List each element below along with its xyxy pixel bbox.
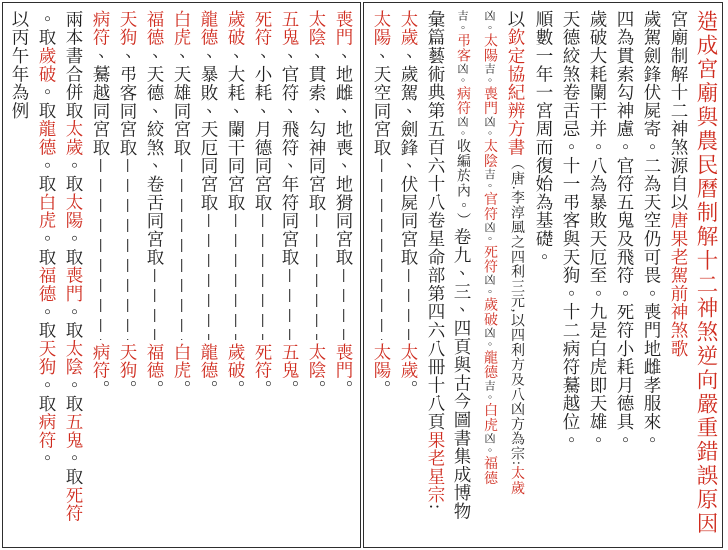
rule-taiyang (368, 10, 395, 398)
term-red: 造成宮廟與農民曆制解十二神煞逆向嚴重錯誤原因 (694, 10, 718, 536)
term-red: 歲破 (226, 343, 246, 380)
term-red: 福德 (37, 266, 57, 303)
term-red: 太歲 (399, 10, 419, 47)
term-red: 病符 (37, 412, 57, 450)
text-black: 。 (37, 449, 57, 468)
text-black: 。 (145, 379, 165, 398)
verse-line-5 (530, 10, 557, 543)
term-red: 福德 (145, 10, 165, 47)
term-red: 五鬼 (280, 343, 300, 380)
verse-line-4 (557, 10, 584, 543)
rule-sifu (249, 10, 276, 398)
text-black: 。 (91, 379, 111, 398)
text-black: 。 (399, 379, 419, 398)
dash-leader (114, 156, 141, 343)
term-red: 欽定協紀辨方書 (506, 28, 526, 157)
text-black: 卷九、三、四頁與古今圖書集成博物 (452, 227, 472, 521)
term-red: 太陽 (482, 33, 497, 63)
combined-take-line-2 (33, 10, 60, 543)
page-right (363, 2, 723, 548)
term-red: 龍德 (482, 350, 497, 380)
verse-line-2 (611, 10, 638, 543)
term-red: 歲破 (226, 10, 246, 47)
term-red: 白虎 (172, 343, 192, 380)
term-red: 天狗 (118, 10, 138, 47)
text-black: 以丙午年為例 (10, 10, 30, 120)
dash-leader (168, 156, 195, 343)
term-red: 太陰 (482, 138, 497, 169)
dash-leader (368, 156, 395, 343)
text-black: 。取 (37, 229, 57, 267)
term-red: 五鬼 (280, 10, 300, 47)
term-red: 龍德 (37, 119, 57, 157)
text-black: 。 (334, 379, 354, 398)
term-red: 死符 (482, 244, 497, 275)
term-red: 死符 (253, 10, 273, 47)
rule-tiangou (114, 10, 141, 398)
term-red: 果老星宗 (426, 430, 446, 505)
text-black: 。 (253, 379, 273, 398)
text-black: 凶。 (456, 62, 468, 87)
term-red: 白虎 (172, 10, 192, 47)
term-red: 太歲 (399, 343, 419, 380)
text-black: 吉。 (483, 379, 495, 403)
reference-line-3 (449, 10, 476, 543)
rule-longde (195, 10, 222, 398)
term-red: 太歲 (509, 465, 524, 496)
rule-wugui (276, 10, 303, 398)
rule-bingfu (87, 10, 114, 398)
rule-baihu (168, 10, 195, 398)
text-black: 凶。 (483, 326, 495, 351)
text-black: 四為貫索勾神慮。官符五鬼及飛符。死符小耗月德具。 (615, 10, 635, 450)
text-black: 、地雌、地喪、地猾同宮取 (334, 46, 354, 267)
text-black: 吉。 (456, 10, 468, 34)
text-black: 吉。 (483, 168, 495, 192)
text-black: 、官符、飛符、年符同宮取 (280, 46, 300, 267)
text-black: 。取 (37, 302, 57, 340)
term-red: 唐果老駕前神煞歌 (669, 211, 689, 358)
dash-leader (395, 266, 422, 343)
term-red: 福德 (145, 343, 165, 380)
term-red: 太陽 (372, 343, 392, 380)
text-black: 歲駕劍鋒伏屍寄。二為天空仍可畏。喪門地雌孝服來。 (642, 10, 662, 450)
text-black: 、弔客同宮取 (118, 46, 138, 157)
text-black: 。 (280, 379, 300, 398)
text-black: 。 (199, 379, 219, 398)
term-red: 太陽 (64, 193, 84, 230)
reference-line-2 (476, 10, 503, 543)
text-black: 以 (506, 10, 526, 29)
verse-line-3 (584, 10, 611, 543)
text-black: 。取 (37, 156, 57, 194)
term-red: 太陰 (64, 339, 84, 377)
dash-leader (330, 266, 357, 343)
text-black: 順數一年一宮周而復始為基礎。 (534, 10, 554, 267)
text-black: 、貫索、勾神同宮取 (307, 46, 327, 212)
rule-sangmen (330, 10, 357, 398)
text-black: 天德絞煞卷舌忌。十一弔客與天狗。十二病符驀越位。 (561, 10, 581, 450)
term-red: 太陰 (307, 10, 327, 47)
dash-leader (276, 266, 303, 343)
text-black: 、歲駕、劍鋒、伏屍同宮取 (399, 46, 419, 267)
term-red: 弔客 (455, 33, 470, 63)
text-black: 、驀越同宮取 (91, 46, 111, 157)
text-black: 、天雄同宮取 (172, 46, 192, 157)
text-black: : (426, 504, 446, 510)
text-black: 。取 (37, 376, 57, 413)
example-line (6, 10, 33, 543)
term-red: 官符 (482, 191, 497, 222)
rule-suipo (222, 10, 249, 398)
text-black: 凶。 (483, 10, 495, 34)
term-red: 死符 (64, 485, 84, 523)
term-red: 喪門 (64, 266, 84, 303)
term-red: 太陰 (307, 343, 327, 380)
dash-leader (195, 211, 222, 343)
text-black: 。 (226, 379, 246, 398)
text-black: 。取 (64, 449, 84, 486)
text-black: 凶。 (483, 274, 495, 298)
rule-fude (141, 10, 168, 398)
verse-line-1 (638, 10, 665, 543)
text-black: 吉。 (483, 62, 495, 87)
text-black: 、天德、絞煞、卷舌同宮取 (145, 46, 165, 267)
reference-line-4 (422, 10, 449, 543)
dash-leader (249, 211, 276, 343)
text-black: 宮廟制解十二神煞源自以 (669, 10, 689, 212)
text-black: 。 (307, 379, 327, 398)
term-red: 白虎 (37, 193, 57, 230)
term-red: 白虎 (482, 402, 497, 433)
text-black: 。取 (64, 156, 84, 194)
page-title (692, 10, 719, 543)
text-black: 。 (172, 379, 192, 398)
text-black: 凶。 (483, 221, 495, 245)
text-black: ︵唐.李淳風之四利三元,以四利方及八凶方為宗: (509, 156, 524, 466)
term-red: 病符 (455, 86, 470, 116)
term-red: 龍德 (199, 343, 219, 380)
dash-leader (303, 211, 330, 343)
term-red: 天狗 (118, 343, 138, 380)
rule-taisui (395, 10, 422, 398)
term-red: 五鬼 (64, 412, 84, 450)
term-red: 太歲 (64, 119, 84, 157)
term-red: 喪門 (334, 10, 354, 47)
dash-leader (87, 156, 114, 343)
text-black: 。取 (37, 10, 57, 47)
text-black: 彙篇藝術典第五百六十八卷星命部第四六八冊十八頁 (426, 10, 446, 431)
term-red: 天狗 (37, 339, 57, 377)
text-black: 。 (118, 379, 138, 398)
source-attribution-line (665, 10, 692, 543)
rule-taiyin (303, 10, 330, 398)
text-black: 。取 (64, 302, 84, 340)
text-black: 凶。 (456, 115, 468, 139)
text-black: 、天空同宮取 (372, 46, 392, 157)
text-black: 、暴敗、天厄同宮取 (199, 46, 219, 212)
page-left (2, 2, 361, 548)
text-black: 收編於內。︶ (455, 138, 470, 228)
term-red: 喪門 (334, 343, 354, 380)
term-red: 太陽 (372, 10, 392, 47)
text-black: 歲破大耗闌干并。八為暴敗天厄至。九是白虎即天雄。 (588, 10, 608, 450)
text-black: 、大耗、闌干同宮取 (226, 46, 246, 212)
text-black: 凶。 (483, 432, 495, 456)
term-red: 歲破 (482, 297, 497, 327)
text-black: 。取 (37, 83, 57, 120)
combined-take-line-1 (60, 10, 87, 543)
text-black: 。取 (64, 229, 84, 267)
dash-leader (222, 211, 249, 343)
dash-leader (141, 266, 168, 343)
term-red: 病符 (91, 343, 111, 380)
text-black: 兩本書合併取 (64, 10, 84, 120)
text-black: 。 (372, 379, 392, 398)
term-red: 龍德 (199, 10, 219, 47)
text-black: 凶。 (483, 115, 495, 139)
term-red: 福德 (482, 455, 497, 486)
term-red: 病符 (91, 10, 111, 47)
term-red: 歲破 (37, 46, 57, 84)
text-black: 。取 (64, 376, 84, 413)
text-black: 、小耗、月德同宮取 (253, 46, 273, 212)
term-red: 死符 (253, 343, 273, 380)
term-red: 喪門 (482, 86, 497, 116)
reference-line-1 (503, 10, 530, 543)
